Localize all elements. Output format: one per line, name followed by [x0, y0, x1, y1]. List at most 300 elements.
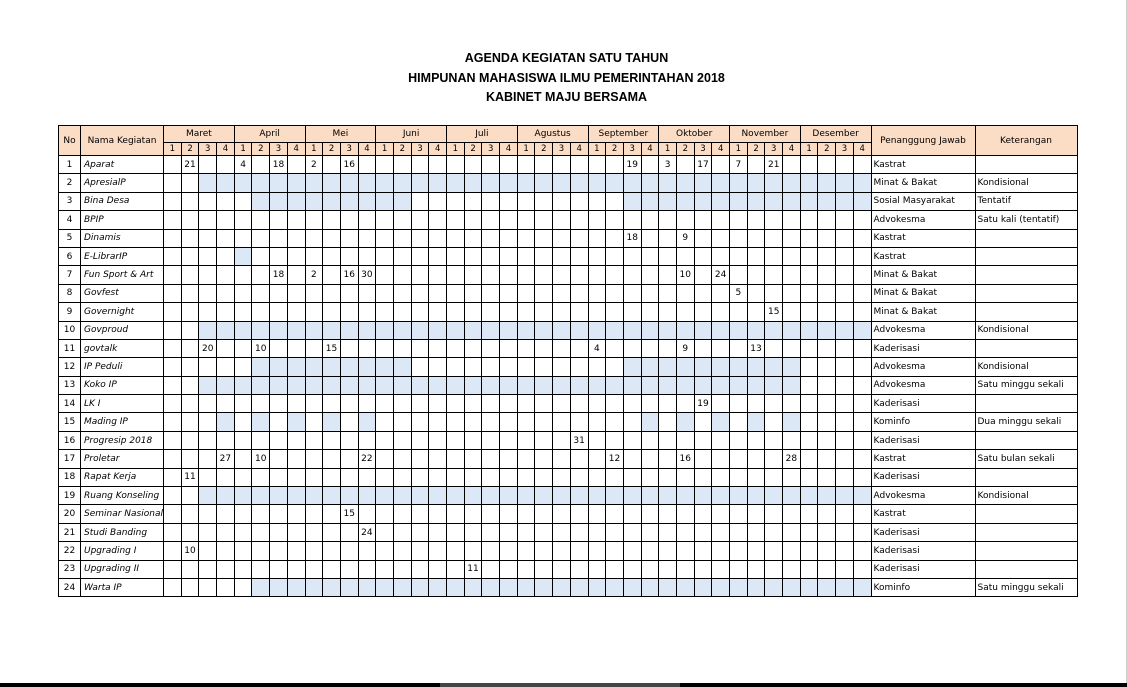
schedule-cell[interactable]	[500, 560, 518, 578]
schedule-cell[interactable]	[641, 542, 659, 560]
schedule-cell[interactable]	[500, 487, 518, 505]
schedule-cell[interactable]	[517, 303, 535, 321]
schedule-cell[interactable]	[500, 376, 518, 394]
schedule-cell[interactable]	[270, 542, 288, 560]
schedule-cell[interactable]	[464, 321, 482, 339]
schedule-cell[interactable]	[323, 560, 341, 578]
schedule-cell[interactable]	[800, 505, 818, 523]
schedule-cell[interactable]	[694, 339, 712, 357]
schedule-cell[interactable]	[305, 211, 323, 229]
schedule-cell[interactable]	[376, 266, 394, 284]
schedule-cell[interactable]	[234, 266, 252, 284]
schedule-cell[interactable]	[340, 247, 358, 265]
schedule-cell[interactable]	[500, 321, 518, 339]
schedule-cell[interactable]	[712, 413, 730, 431]
schedule-cell[interactable]	[836, 358, 854, 376]
schedule-cell[interactable]	[199, 247, 217, 265]
schedule-cell[interactable]	[570, 339, 588, 357]
schedule-cell[interactable]	[305, 192, 323, 210]
schedule-cell[interactable]	[287, 468, 305, 486]
activity-name[interactable]: Governight	[81, 303, 164, 321]
schedule-cell[interactable]	[659, 395, 677, 413]
schedule-cell[interactable]	[783, 211, 801, 229]
schedule-cell[interactable]	[676, 321, 694, 339]
schedule-cell[interactable]	[376, 450, 394, 468]
schedule-cell[interactable]	[818, 321, 836, 339]
schedule-cell[interactable]	[482, 376, 500, 394]
schedule-cell[interactable]	[252, 523, 270, 541]
schedule-cell[interactable]	[853, 395, 871, 413]
schedule-cell[interactable]	[535, 174, 553, 192]
schedule-cell[interactable]	[376, 339, 394, 357]
penanggung-jawab[interactable]: Kastrat	[871, 229, 975, 247]
schedule-date-cell[interactable]: 24	[712, 266, 730, 284]
schedule-cell[interactable]	[836, 174, 854, 192]
schedule-cell[interactable]	[340, 560, 358, 578]
schedule-cell[interactable]	[270, 560, 288, 578]
schedule-cell[interactable]	[287, 395, 305, 413]
schedule-cell[interactable]	[252, 578, 270, 596]
schedule-cell[interactable]	[270, 211, 288, 229]
schedule-cell[interactable]	[694, 523, 712, 541]
schedule-cell[interactable]	[270, 468, 288, 486]
schedule-cell[interactable]	[199, 192, 217, 210]
schedule-date-cell[interactable]: 18	[623, 229, 641, 247]
schedule-cell[interactable]	[429, 413, 447, 431]
schedule-cell[interactable]	[393, 505, 411, 523]
schedule-cell[interactable]	[181, 211, 199, 229]
schedule-cell[interactable]	[164, 156, 182, 174]
schedule-cell[interactable]	[376, 431, 394, 449]
schedule-cell[interactable]	[234, 358, 252, 376]
schedule-cell[interactable]	[252, 284, 270, 302]
schedule-cell[interactable]	[500, 266, 518, 284]
schedule-cell[interactable]	[287, 321, 305, 339]
schedule-cell[interactable]	[164, 321, 182, 339]
penanggung-jawab[interactable]: Kastrat	[871, 505, 975, 523]
schedule-cell[interactable]	[623, 174, 641, 192]
schedule-cell[interactable]	[659, 523, 677, 541]
schedule-cell[interactable]	[500, 505, 518, 523]
schedule-cell[interactable]	[623, 211, 641, 229]
schedule-cell[interactable]	[800, 358, 818, 376]
schedule-cell[interactable]	[783, 468, 801, 486]
schedule-cell[interactable]	[447, 578, 465, 596]
schedule-cell[interactable]	[252, 560, 270, 578]
schedule-cell[interactable]	[694, 468, 712, 486]
schedule-cell[interactable]	[553, 174, 571, 192]
schedule-cell[interactable]	[411, 578, 429, 596]
schedule-cell[interactable]	[553, 321, 571, 339]
schedule-cell[interactable]	[606, 192, 624, 210]
schedule-cell[interactable]	[305, 247, 323, 265]
penanggung-jawab[interactable]: Minat & Bakat	[871, 284, 975, 302]
schedule-cell[interactable]	[570, 395, 588, 413]
schedule-cell[interactable]	[358, 156, 376, 174]
schedule-cell[interactable]	[234, 560, 252, 578]
schedule-cell[interactable]	[393, 284, 411, 302]
schedule-date-cell[interactable]: 15	[323, 339, 341, 357]
schedule-cell[interactable]	[570, 413, 588, 431]
schedule-cell[interactable]	[429, 578, 447, 596]
schedule-cell[interactable]	[836, 192, 854, 210]
schedule-cell[interactable]	[517, 156, 535, 174]
schedule-cell[interactable]	[588, 505, 606, 523]
schedule-cell[interactable]	[517, 358, 535, 376]
schedule-cell[interactable]	[606, 211, 624, 229]
schedule-cell[interactable]	[659, 229, 677, 247]
schedule-cell[interactable]	[712, 487, 730, 505]
schedule-cell[interactable]	[340, 413, 358, 431]
schedule-cell[interactable]	[623, 395, 641, 413]
schedule-cell[interactable]	[217, 468, 235, 486]
schedule-date-cell[interactable]: 10	[252, 339, 270, 357]
schedule-cell[interactable]	[712, 284, 730, 302]
schedule-cell[interactable]	[340, 450, 358, 468]
schedule-cell[interactable]	[765, 247, 783, 265]
schedule-cell[interactable]	[252, 487, 270, 505]
schedule-cell[interactable]	[482, 358, 500, 376]
schedule-cell[interactable]	[783, 303, 801, 321]
schedule-cell[interactable]	[694, 192, 712, 210]
schedule-cell[interactable]	[676, 505, 694, 523]
schedule-cell[interactable]	[853, 247, 871, 265]
schedule-cell[interactable]	[765, 284, 783, 302]
schedule-cell[interactable]	[800, 395, 818, 413]
schedule-cell[interactable]	[712, 505, 730, 523]
schedule-cell[interactable]	[570, 523, 588, 541]
schedule-cell[interactable]	[270, 174, 288, 192]
schedule-cell[interactable]	[836, 413, 854, 431]
schedule-cell[interactable]	[730, 505, 748, 523]
schedule-cell[interactable]	[217, 321, 235, 339]
schedule-cell[interactable]	[747, 247, 765, 265]
schedule-cell[interactable]	[517, 229, 535, 247]
schedule-cell[interactable]	[393, 431, 411, 449]
schedule-cell[interactable]	[411, 505, 429, 523]
activity-row[interactable]	[59, 413, 1078, 431]
schedule-date-cell[interactable]: 11	[181, 468, 199, 486]
schedule-cell[interactable]	[641, 192, 659, 210]
schedule-cell[interactable]	[164, 542, 182, 560]
schedule-cell[interactable]	[623, 303, 641, 321]
schedule-cell[interactable]	[323, 376, 341, 394]
schedule-cell[interactable]	[659, 376, 677, 394]
schedule-cell[interactable]	[429, 266, 447, 284]
activity-row[interactable]	[59, 211, 1078, 229]
schedule-cell[interactable]	[853, 431, 871, 449]
schedule-cell[interactable]	[181, 560, 199, 578]
schedule-cell[interactable]	[181, 578, 199, 596]
schedule-cell[interactable]	[836, 211, 854, 229]
schedule-cell[interactable]	[694, 303, 712, 321]
schedule-cell[interactable]	[765, 266, 783, 284]
schedule-cell[interactable]	[358, 431, 376, 449]
schedule-cell[interactable]	[305, 505, 323, 523]
schedule-cell[interactable]	[623, 358, 641, 376]
schedule-cell[interactable]	[553, 450, 571, 468]
schedule-cell[interactable]	[694, 450, 712, 468]
schedule-cell[interactable]	[464, 523, 482, 541]
schedule-cell[interactable]	[747, 450, 765, 468]
schedule-cell[interactable]	[535, 431, 553, 449]
penanggung-jawab[interactable]: Kastrat	[871, 156, 975, 174]
schedule-cell[interactable]	[429, 542, 447, 560]
schedule-cell[interactable]	[376, 578, 394, 596]
schedule-cell[interactable]	[393, 450, 411, 468]
schedule-date-cell[interactable]: 10	[676, 266, 694, 284]
schedule-cell[interactable]	[588, 174, 606, 192]
schedule-cell[interactable]	[234, 247, 252, 265]
activity-row[interactable]	[59, 339, 1078, 357]
schedule-cell[interactable]	[818, 229, 836, 247]
schedule-cell[interactable]	[765, 358, 783, 376]
schedule-cell[interactable]	[358, 321, 376, 339]
schedule-cell[interactable]	[447, 413, 465, 431]
schedule-cell[interactable]	[447, 211, 465, 229]
schedule-cell[interactable]	[623, 413, 641, 431]
schedule-cell[interactable]	[641, 505, 659, 523]
schedule-cell[interactable]	[411, 413, 429, 431]
schedule-cell[interactable]	[287, 376, 305, 394]
schedule-cell[interactable]	[270, 229, 288, 247]
activity-row[interactable]	[59, 174, 1078, 192]
schedule-cell[interactable]	[588, 560, 606, 578]
schedule-cell[interactable]	[517, 284, 535, 302]
schedule-cell[interactable]	[234, 229, 252, 247]
schedule-cell[interactable]	[393, 247, 411, 265]
schedule-cell[interactable]	[659, 192, 677, 210]
schedule-cell[interactable]	[730, 339, 748, 357]
schedule-cell[interactable]	[535, 339, 553, 357]
schedule-cell[interactable]	[164, 376, 182, 394]
schedule-cell[interactable]	[376, 413, 394, 431]
schedule-cell[interactable]	[429, 229, 447, 247]
schedule-cell[interactable]	[606, 578, 624, 596]
penanggung-jawab[interactable]: Sosial Masyarakat	[871, 192, 975, 210]
keterangan[interactable]	[975, 303, 1077, 321]
schedule-cell[interactable]	[287, 339, 305, 357]
schedule-cell[interactable]	[623, 487, 641, 505]
schedule-cell[interactable]	[676, 395, 694, 413]
schedule-cell[interactable]	[623, 542, 641, 560]
schedule-cell[interactable]	[517, 266, 535, 284]
schedule-date-cell[interactable]: 7	[730, 156, 748, 174]
schedule-cell[interactable]	[730, 395, 748, 413]
schedule-date-cell[interactable]: 18	[270, 266, 288, 284]
keterangan[interactable]: Satu minggu sekali	[975, 578, 1077, 596]
schedule-cell[interactable]	[411, 358, 429, 376]
schedule-cell[interactable]	[712, 192, 730, 210]
schedule-cell[interactable]	[765, 339, 783, 357]
schedule-cell[interactable]	[783, 578, 801, 596]
schedule-cell[interactable]	[340, 487, 358, 505]
schedule-cell[interactable]	[447, 339, 465, 357]
schedule-cell[interactable]	[234, 211, 252, 229]
schedule-cell[interactable]	[376, 542, 394, 560]
schedule-cell[interactable]	[747, 523, 765, 541]
schedule-cell[interactable]	[323, 192, 341, 210]
schedule-cell[interactable]	[535, 505, 553, 523]
schedule-cell[interactable]	[747, 266, 765, 284]
schedule-cell[interactable]	[623, 321, 641, 339]
schedule-cell[interactable]	[712, 339, 730, 357]
schedule-cell[interactable]	[623, 523, 641, 541]
schedule-cell[interactable]	[464, 229, 482, 247]
schedule-cell[interactable]	[164, 523, 182, 541]
schedule-cell[interactable]	[676, 174, 694, 192]
schedule-cell[interactable]	[588, 192, 606, 210]
activity-name[interactable]: Ruang Konseling	[81, 487, 164, 505]
activity-name[interactable]: Fun Sport & Art	[81, 266, 164, 284]
schedule-cell[interactable]	[517, 211, 535, 229]
keterangan[interactable]	[975, 560, 1077, 578]
activity-name[interactable]: IP Peduli	[81, 358, 164, 376]
schedule-cell[interactable]	[464, 413, 482, 431]
schedule-cell[interactable]	[818, 284, 836, 302]
schedule-cell[interactable]	[358, 395, 376, 413]
schedule-cell[interactable]	[270, 376, 288, 394]
schedule-cell[interactable]	[659, 505, 677, 523]
schedule-cell[interactable]	[234, 450, 252, 468]
schedule-cell[interactable]	[340, 431, 358, 449]
schedule-cell[interactable]	[800, 413, 818, 431]
schedule-cell[interactable]	[181, 284, 199, 302]
schedule-cell[interactable]	[800, 468, 818, 486]
schedule-cell[interactable]	[588, 247, 606, 265]
keterangan[interactable]	[975, 542, 1077, 560]
schedule-cell[interactable]	[164, 211, 182, 229]
schedule-cell[interactable]	[694, 358, 712, 376]
schedule-cell[interactable]	[535, 321, 553, 339]
schedule-cell[interactable]	[464, 431, 482, 449]
schedule-cell[interactable]	[570, 229, 588, 247]
schedule-cell[interactable]	[340, 523, 358, 541]
schedule-cell[interactable]	[305, 578, 323, 596]
schedule-cell[interactable]	[853, 413, 871, 431]
schedule-cell[interactable]	[712, 358, 730, 376]
schedule-cell[interactable]	[482, 413, 500, 431]
schedule-cell[interactable]	[553, 284, 571, 302]
schedule-cell[interactable]	[588, 229, 606, 247]
activity-row[interactable]	[59, 266, 1078, 284]
keterangan[interactable]	[975, 284, 1077, 302]
schedule-cell[interactable]	[800, 229, 818, 247]
activity-name[interactable]: BPIP	[81, 211, 164, 229]
schedule-cell[interactable]	[411, 376, 429, 394]
schedule-cell[interactable]	[535, 487, 553, 505]
schedule-cell[interactable]	[606, 358, 624, 376]
schedule-cell[interactable]	[676, 303, 694, 321]
schedule-cell[interactable]	[588, 358, 606, 376]
schedule-cell[interactable]	[623, 505, 641, 523]
schedule-cell[interactable]	[659, 358, 677, 376]
schedule-cell[interactable]	[783, 431, 801, 449]
schedule-cell[interactable]	[500, 156, 518, 174]
schedule-cell[interactable]	[393, 560, 411, 578]
schedule-cell[interactable]	[482, 192, 500, 210]
schedule-cell[interactable]	[570, 505, 588, 523]
schedule-cell[interactable]	[305, 468, 323, 486]
schedule-cell[interactable]	[234, 321, 252, 339]
schedule-cell[interactable]	[836, 431, 854, 449]
schedule-cell[interactable]	[340, 321, 358, 339]
schedule-cell[interactable]	[641, 339, 659, 357]
schedule-cell[interactable]	[217, 192, 235, 210]
schedule-cell[interactable]	[818, 174, 836, 192]
schedule-cell[interactable]	[606, 266, 624, 284]
schedule-cell[interactable]	[553, 211, 571, 229]
schedule-cell[interactable]	[836, 156, 854, 174]
schedule-cell[interactable]	[234, 284, 252, 302]
schedule-cell[interactable]	[676, 578, 694, 596]
activity-row[interactable]	[59, 431, 1078, 449]
schedule-cell[interactable]	[270, 395, 288, 413]
schedule-cell[interactable]	[659, 431, 677, 449]
schedule-cell[interactable]	[517, 395, 535, 413]
penanggung-jawab[interactable]: Kastrat	[871, 247, 975, 265]
schedule-cell[interactable]	[836, 339, 854, 357]
schedule-cell[interactable]	[623, 192, 641, 210]
schedule-cell[interactable]	[659, 413, 677, 431]
schedule-date-cell[interactable]: 16	[676, 450, 694, 468]
schedule-cell[interactable]	[482, 339, 500, 357]
schedule-cell[interactable]	[606, 376, 624, 394]
schedule-cell[interactable]	[252, 303, 270, 321]
schedule-cell[interactable]	[393, 395, 411, 413]
schedule-cell[interactable]	[730, 450, 748, 468]
schedule-cell[interactable]	[164, 413, 182, 431]
schedule-cell[interactable]	[535, 284, 553, 302]
schedule-cell[interactable]	[447, 523, 465, 541]
activity-row[interactable]	[59, 542, 1078, 560]
schedule-cell[interactable]	[623, 578, 641, 596]
schedule-cell[interactable]	[287, 560, 305, 578]
schedule-cell[interactable]	[358, 229, 376, 247]
schedule-cell[interactable]	[747, 284, 765, 302]
schedule-cell[interactable]	[358, 542, 376, 560]
schedule-cell[interactable]	[270, 321, 288, 339]
schedule-cell[interactable]	[482, 229, 500, 247]
schedule-cell[interactable]	[500, 395, 518, 413]
schedule-cell[interactable]	[199, 266, 217, 284]
schedule-cell[interactable]	[800, 542, 818, 560]
schedule-cell[interactable]	[641, 174, 659, 192]
schedule-cell[interactable]	[641, 376, 659, 394]
activity-name[interactable]: govtalk	[81, 339, 164, 357]
schedule-cell[interactable]	[818, 542, 836, 560]
schedule-cell[interactable]	[411, 542, 429, 560]
schedule-cell[interactable]	[429, 211, 447, 229]
schedule-cell[interactable]	[199, 156, 217, 174]
schedule-cell[interactable]	[853, 229, 871, 247]
schedule-cell[interactable]	[199, 431, 217, 449]
schedule-cell[interactable]	[800, 303, 818, 321]
activity-name[interactable]: Govproud	[81, 321, 164, 339]
schedule-cell[interactable]	[588, 284, 606, 302]
schedule-cell[interactable]	[340, 284, 358, 302]
schedule-cell[interactable]	[393, 413, 411, 431]
schedule-cell[interactable]	[659, 468, 677, 486]
schedule-cell[interactable]	[853, 560, 871, 578]
schedule-cell[interactable]	[164, 303, 182, 321]
schedule-cell[interactable]	[305, 395, 323, 413]
schedule-cell[interactable]	[500, 174, 518, 192]
schedule-cell[interactable]	[747, 431, 765, 449]
schedule-cell[interactable]	[659, 450, 677, 468]
schedule-cell[interactable]	[393, 542, 411, 560]
schedule-cell[interactable]	[429, 431, 447, 449]
